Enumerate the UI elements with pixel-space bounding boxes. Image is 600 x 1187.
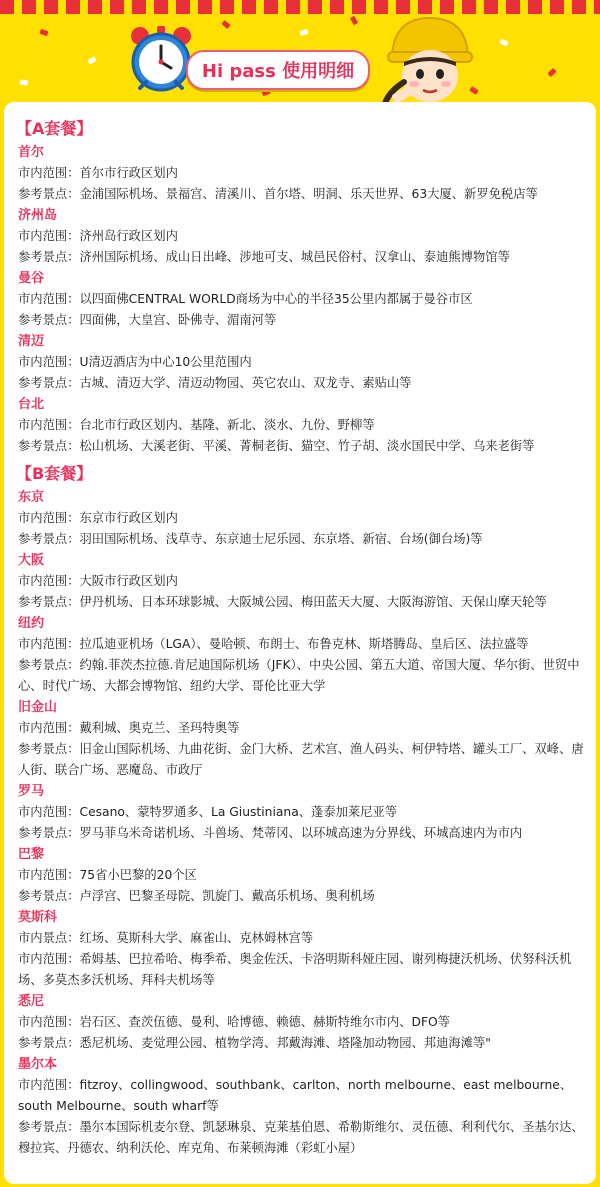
alarm-clock-icon [126,24,196,94]
package-a-label: 【A套餐】 [16,119,93,138]
city-sights: 参考景点：旧金山国际机场、九曲花街、金门大桥、艺术宫、渔人码头、柯伊特塔、罐头工厂、双峰、唐人街、联合广场、恶魔岛、市政厅 [18,742,584,777]
city-range: 市内范围：U清迈酒店为中心10公里范围内 [18,355,252,369]
city-sights: 参考景点：墨尔本国际机麦尔登、凯瑟琳泉、克莱基伯恩、希勒斯维尔、灵伍德、利利代尔、圣基尔达、穆拉宾、丹德农、纳利沃伦、库克角、布莱顿海滩（彩虹小屋） [18,1120,584,1155]
city-sights: 参考景点：卢浮宫、巴黎圣母院、凯旋门、戴高乐机场、奥利机场 [18,889,375,903]
city-name-tokyo: 东京 [18,490,45,505]
city-name-san-francisco: 旧金山 [18,700,58,715]
city-name-jeju: 济州岛 [18,208,58,223]
city-sights: 参考景点：金浦国际机场、景福宫、清溪川、首尔塔、明洞、乐天世界、63大厦、新罗免税店等 [18,187,538,201]
mascot-girl-icon [378,12,482,108]
city-name-seoul: 首尔 [18,145,45,160]
city-name-paris: 巴黎 [18,847,45,862]
city-sights: 参考景点：约翰.菲茨杰拉德.肯尼迪国际机场（JFK）、中央公园、第五大道、帝国大厦、华尔街、世贸中心、时代广场、大都会博物馆、纽约大学、哥伦比亚大学 [18,658,580,693]
city-range: 市内范围：岩石区、查茨伍德、曼利、哈博德、赖德、赫斯特维尔市内、DFO等 [18,1015,451,1029]
city-range: 市内范围：戴利城、奥克兰、圣玛特奥等 [18,721,240,735]
city-range: 市内范围：Cesano、蒙特罗通多、La Giustiniana、蓬泰加莱尼亚等 [18,805,398,819]
city-sights: 参考景点：济州国际机场、成山日出峰、涉地可支、城邑民俗村、汉拿山、泰迪熊博物馆等 [18,250,510,264]
city-name-bangkok: 曼谷 [18,271,45,286]
city-range: 市内范围：希姆基、巴拉希哈、梅季希、奥金佐沃、卡洛明斯科娅庄园、谢列梅捷沃机场、伏努科沃机场、多莫杰多沃机场、拜科夫机场等 [18,952,572,987]
city-range: 市内范围：fitzroy、collingwood、southbank、carlton、north melbourne、east melbourne、south Melbourne、south wharf等 [18,1078,573,1113]
city-range: 市内范围：75省小巴黎的20个区 [18,868,197,882]
city-sights: 市内景点：红场、莫斯科大学、麻雀山、克林姆林宫等 [18,931,314,945]
city-range: 市内范围：大阪市行政区划内 [18,574,178,588]
city-range: 市内范围：首尔市行政区划内 [18,166,178,180]
city-sights: 参考景点：伊丹机场、日本环球影城、大阪城公园、梅田蓝天大厦、大阪海游馆、天保山摩天轮等 [18,595,547,609]
package-list [18,118,588,1159]
city-name-chiang-mai: 清迈 [18,334,45,349]
top-stripe-border [0,0,600,14]
header-banner [0,0,600,104]
city-name-melbourne: 墨尔本 [18,1057,58,1072]
city-range: 市内范围：台北市行政区划内、基隆、新北、淡水、九份、野柳等 [18,418,375,432]
city-range: 市内范围：济州岛行政区划内 [18,229,178,243]
package-b-label: 【B套餐】 [16,464,93,483]
city-name-sydney: 悉尼 [18,994,45,1009]
city-range: 市内范围：东京市行政区划内 [18,511,178,525]
page-title: Hi pass 使用明细 [186,50,370,90]
city-name-rome: 罗马 [18,784,45,799]
city-name-osaka: 大阪 [18,553,45,568]
city-range: 市内范围：以四面佛CENTRAL WORLD商场为中心的半径35公里内都属于曼谷市区 [18,292,473,306]
city-sights: 参考景点：罗马菲乌米奇诺机场、斗兽场、梵蒂冈、以环城高速为分界线、环城高速内为市内 [18,826,523,840]
city-name-new-york: 纽约 [18,616,45,631]
city-sights: 参考景点：悉尼机场、麦觉理公园、植物学湾、邦戴海滩、塔隆加动物园、邦迪海滩等" [18,1036,491,1050]
city-sights: 参考景点：松山机场、大溪老街、平溪、菁桐老街、猫空、竹子胡、淡水国民中学、乌来老街等 [18,439,535,453]
city-range: 市内范围：拉瓜迪亚机场（LGA）、曼哈顿、布朗士、布鲁克林、斯塔腾岛、皇后区、法拉盛等 [18,637,529,651]
city-sights: 参考景点：四面佛，大皇宫、卧佛寺、湄南河等 [18,313,277,327]
city-sights: 参考景点：羽田国际机场、浅草寺、东京迪士尼乐园、东京塔、新宿、台场(御台场)等 [18,532,483,546]
city-name-taipei: 台北 [18,397,45,412]
city-name-moscow: 莫斯科 [18,910,58,925]
city-sights: 参考景点：古城、清迈大学、清迈动物园、英它农山、双龙寺、素贴山等 [18,376,412,390]
